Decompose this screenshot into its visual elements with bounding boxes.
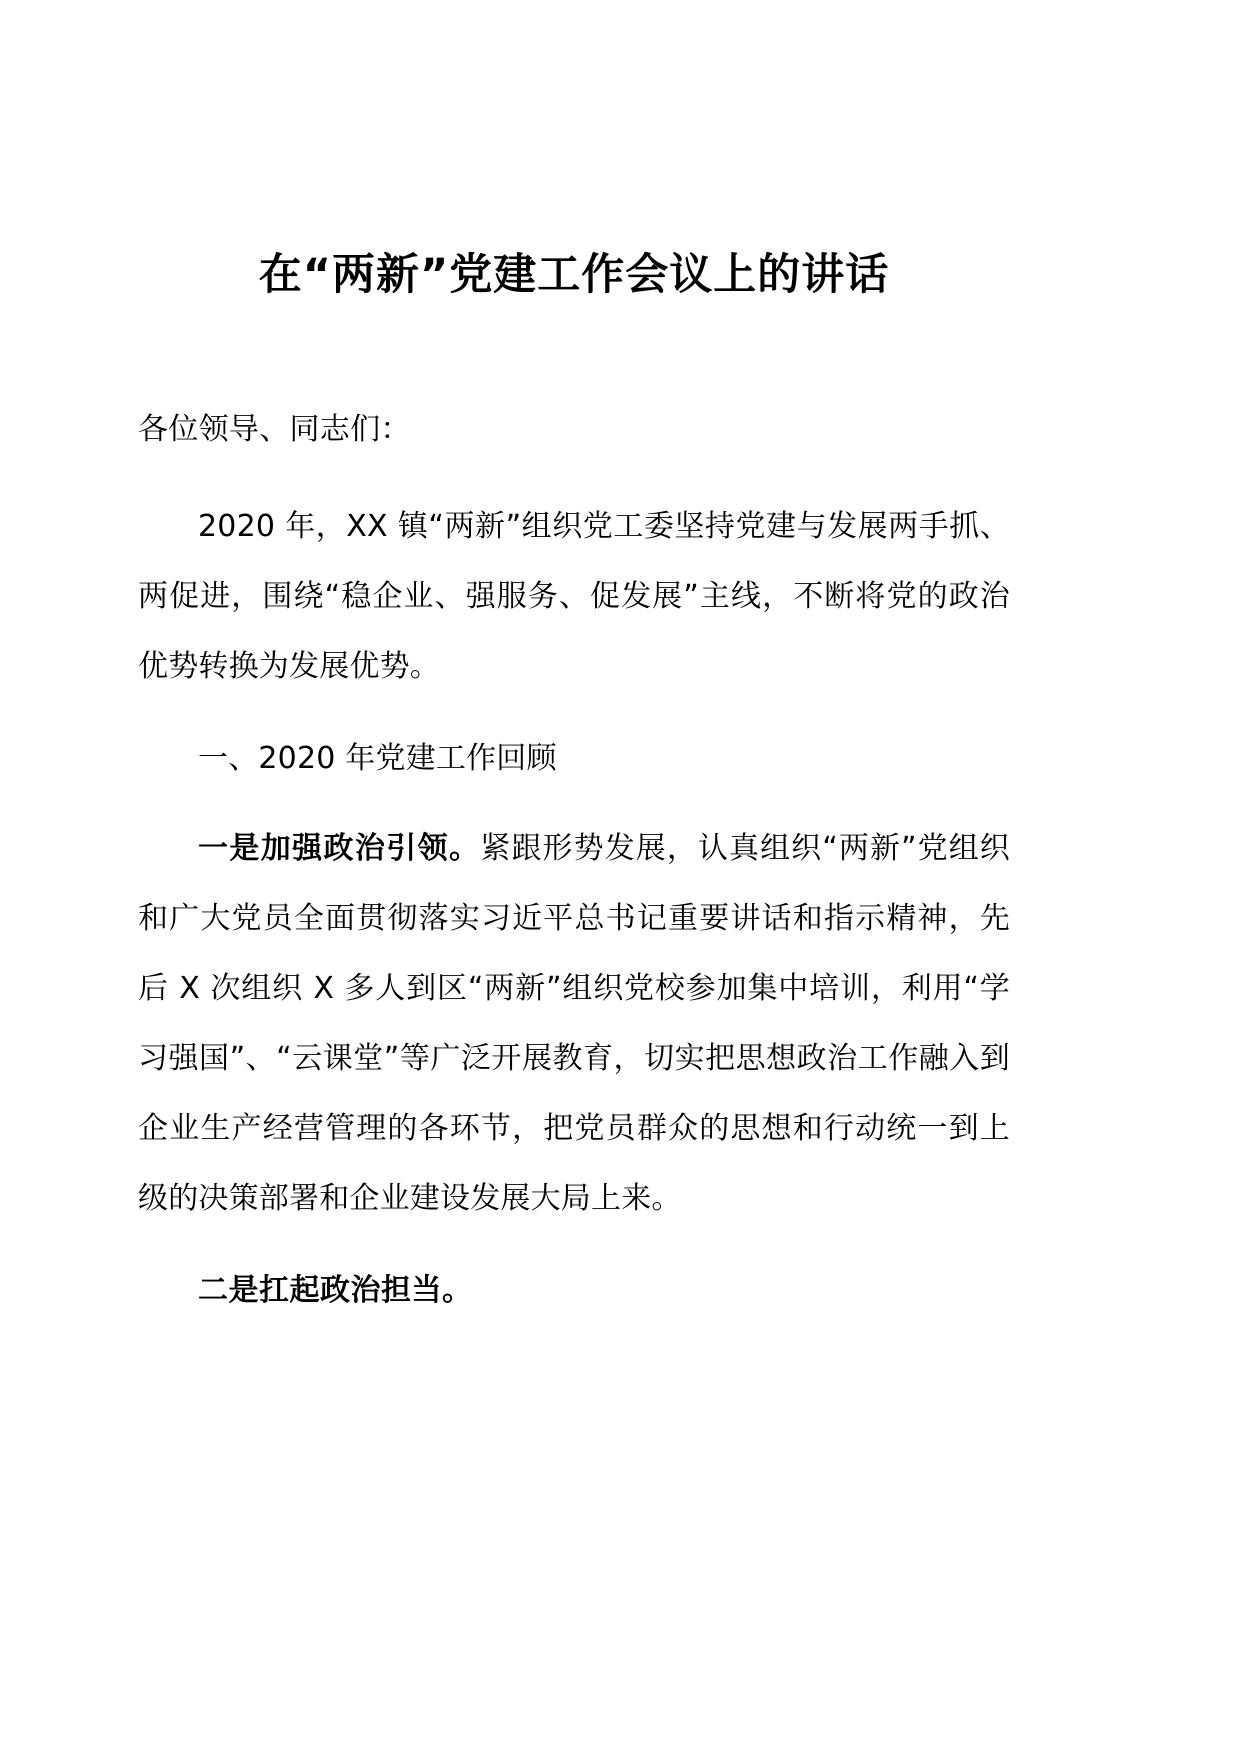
- page-title: 在“两新”党建工作会议上的讲话: [258, 250, 890, 300]
- point-two-lead: 二是扛起政治担当。: [198, 1272, 473, 1308]
- paragraph-point-one: [138, 814, 1010, 1234]
- section-heading-one: 一、2020 年党建工作回顾: [198, 740, 557, 776]
- point-one-lead: 一是加强政治引领。: [198, 830, 481, 866]
- paragraph-intro: 2020 年，XX 镇“两新”组织党工委坚持党建与发展两手抓、两促进，围绕“稳企业、强服务、促发展”主线，不断将党的政治优势转换为发展优势。: [138, 508, 1010, 684]
- point-one-body: 紧跟形势发展，认真组织“两新”党组织和广大党员全面贯彻落实习近平总书记重要讲话和指示精神，先后 X 次组织 X 多人到区“两新”组织党校参加集中培训，利用“学习强国”、“云课堂”等广泛开展教育，切实把思想政治工作融入到企业生产经营管理的各环节，把党员群众的思想和行动统一到上级的决策部署和企业建设发展大局上来。: [138, 830, 1011, 1216]
- salutation-line: 各位领导、同志们：: [138, 412, 411, 448]
- document-content: [138, 0, 1010, 1326]
